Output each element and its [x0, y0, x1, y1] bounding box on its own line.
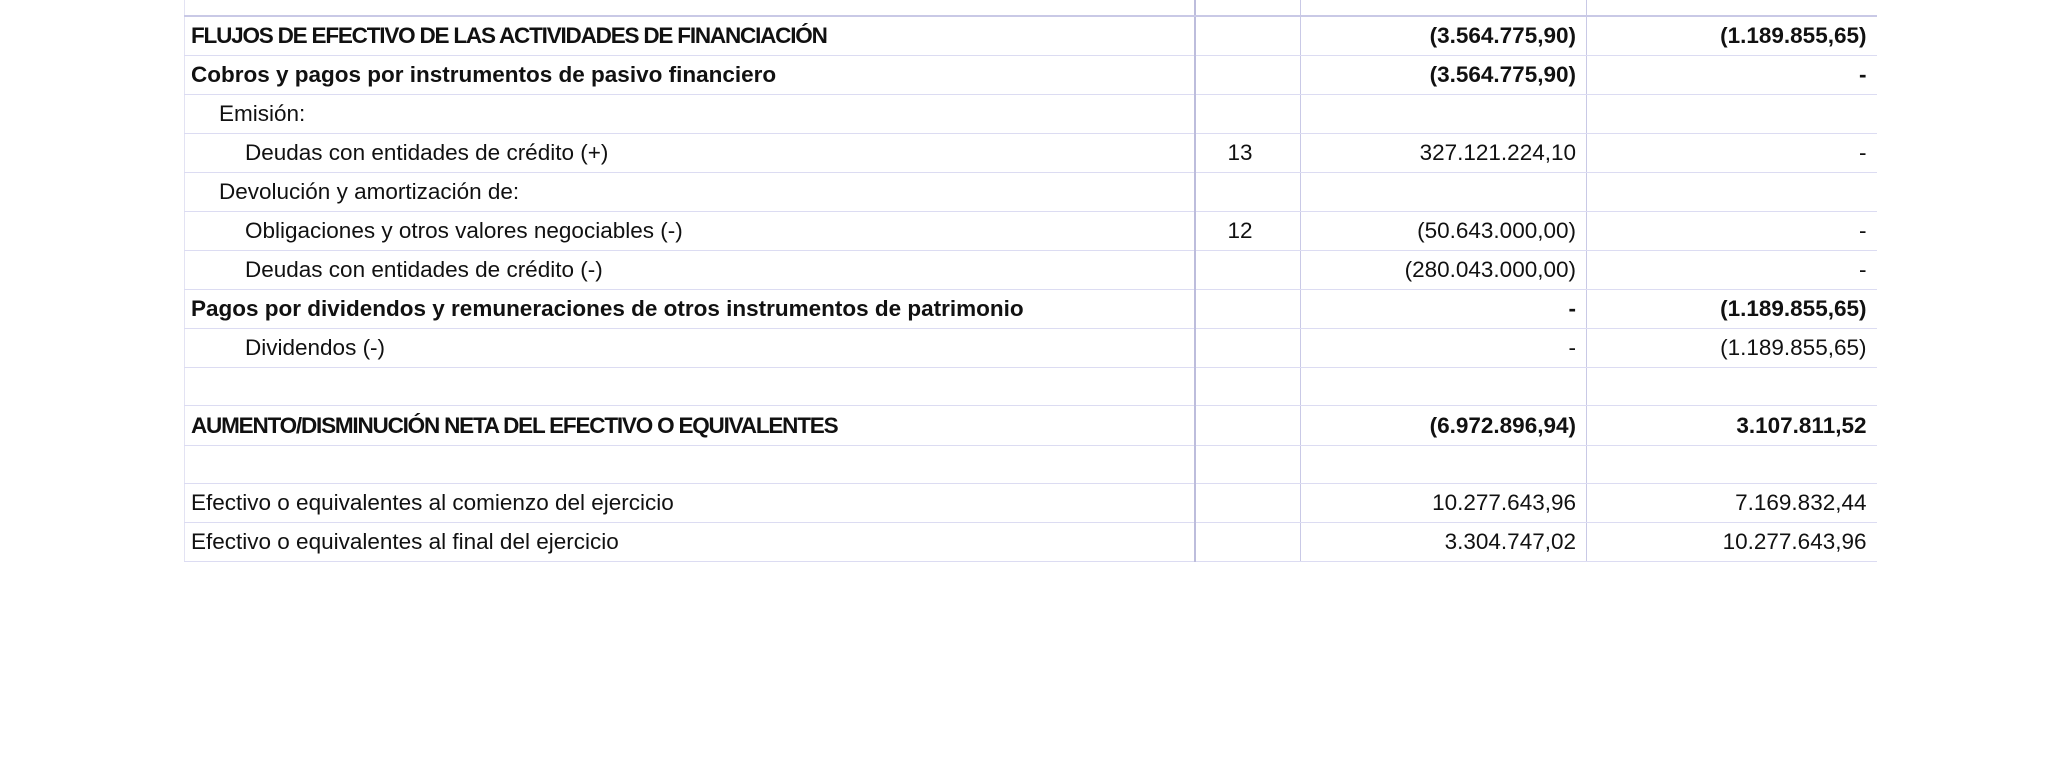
row-note: [1195, 16, 1301, 56]
spacer-cell: [1195, 0, 1301, 16]
cash-flow-statement-sheet: [184, 0, 1876, 562]
table-row-emision: [185, 95, 1877, 134]
spacer-cell: [1301, 0, 1587, 16]
row-value-year-1: (3.564.775,90): [1301, 16, 1587, 56]
row-label: Deudas con entidades de crédito (-): [185, 251, 1195, 290]
row-value-year-2: -: [1587, 251, 1877, 290]
row-value-year-2: [1587, 95, 1877, 134]
table-row-blank: [185, 368, 1877, 406]
row-label: Devolución y amortización de:: [185, 173, 1195, 212]
row-value-year-2: [1587, 368, 1877, 406]
row-note: [1195, 173, 1301, 212]
row-label: Pagos por dividendos y remuneraciones de otros instrumentos de patrimonio: [185, 290, 1195, 329]
row-value-year-2: (1.189.855,65): [1587, 16, 1877, 56]
row-note: [1195, 523, 1301, 562]
table-row-obligaciones-valores: [185, 212, 1877, 251]
row-value-year-2: -: [1587, 56, 1877, 95]
table-row-devolucion-amortizacion: [185, 173, 1877, 212]
table-top-border-row: [185, 0, 1877, 16]
row-value-year-2: 7.169.832,44: [1587, 484, 1877, 523]
row-note: [1195, 290, 1301, 329]
row-value-year-2: [1587, 173, 1877, 212]
row-note: 13: [1195, 134, 1301, 173]
row-label: [185, 446, 1195, 484]
row-value-year-1: [1301, 95, 1587, 134]
row-value-year-1: (3.564.775,90): [1301, 56, 1587, 95]
row-label: Deudas con entidades de crédito (+): [185, 134, 1195, 173]
row-value-year-1: -: [1301, 329, 1587, 368]
table-row-flujos-financiacion: [185, 16, 1877, 56]
row-label: Efectivo o equivalentes al comienzo del ejercicio: [185, 484, 1195, 523]
row-value-year-2: -: [1587, 134, 1877, 173]
row-value-year-2: 3.107.811,52: [1587, 406, 1877, 446]
table-row-deudas-credito-devolucion: [185, 251, 1877, 290]
row-note: [1195, 251, 1301, 290]
table-row-deudas-credito-emision: [185, 134, 1877, 173]
row-note: 12: [1195, 212, 1301, 251]
row-note: [1195, 368, 1301, 406]
row-note: [1195, 484, 1301, 523]
row-label: Obligaciones y otros valores negociables (-): [185, 212, 1195, 251]
row-note: [1195, 329, 1301, 368]
spacer-cell: [185, 0, 1195, 16]
row-value-year-1: (50.643.000,00): [1301, 212, 1587, 251]
row-value-year-2: [1587, 446, 1877, 484]
row-value-year-2: 10.277.643,96: [1587, 523, 1877, 562]
table-row-cobros-pagos-pasivo: [185, 56, 1877, 95]
table-row-efectivo-comienzo: [185, 484, 1877, 523]
table-row-aumento-disminucion: [185, 406, 1877, 446]
row-note: [1195, 446, 1301, 484]
row-note: [1195, 406, 1301, 446]
row-value-year-2: (1.189.855,65): [1587, 290, 1877, 329]
row-value-year-2: (1.189.855,65): [1587, 329, 1877, 368]
spacer-cell: [1587, 0, 1877, 16]
row-note: [1195, 95, 1301, 134]
row-value-year-1: -: [1301, 290, 1587, 329]
row-value-year-1: 327.121.224,10: [1301, 134, 1587, 173]
row-label: AUMENTO/DISMINUCIÓN NETA DEL EFECTIVO O EQUIVALENTES: [185, 406, 1195, 446]
row-value-year-1: [1301, 368, 1587, 406]
table-row-efectivo-final: [185, 523, 1877, 562]
table-row-blank: [185, 446, 1877, 484]
row-label: Cobros y pagos por instrumentos de pasivo financiero: [185, 56, 1195, 95]
row-label: Efectivo o equivalentes al final del ejercicio: [185, 523, 1195, 562]
row-value-year-1: 10.277.643,96: [1301, 484, 1587, 523]
row-value-year-1: (280.043.000,00): [1301, 251, 1587, 290]
table-row-pagos-dividendos: [185, 290, 1877, 329]
row-note: [1195, 56, 1301, 95]
row-value-year-1: [1301, 173, 1587, 212]
row-value-year-1: [1301, 446, 1587, 484]
row-label: [185, 368, 1195, 406]
row-value-year-1: 3.304.747,02: [1301, 523, 1587, 562]
table-row-dividendos: [185, 329, 1877, 368]
row-value-year-2: -: [1587, 212, 1877, 251]
cash-flow-table: [184, 0, 1877, 562]
row-label: Emisión:: [185, 95, 1195, 134]
row-label: FLUJOS DE EFECTIVO DE LAS ACTIVIDADES DE FINANCIACIÓN: [185, 16, 1195, 56]
row-value-year-1: (6.972.896,94): [1301, 406, 1587, 446]
row-label: Dividendos (-): [185, 329, 1195, 368]
